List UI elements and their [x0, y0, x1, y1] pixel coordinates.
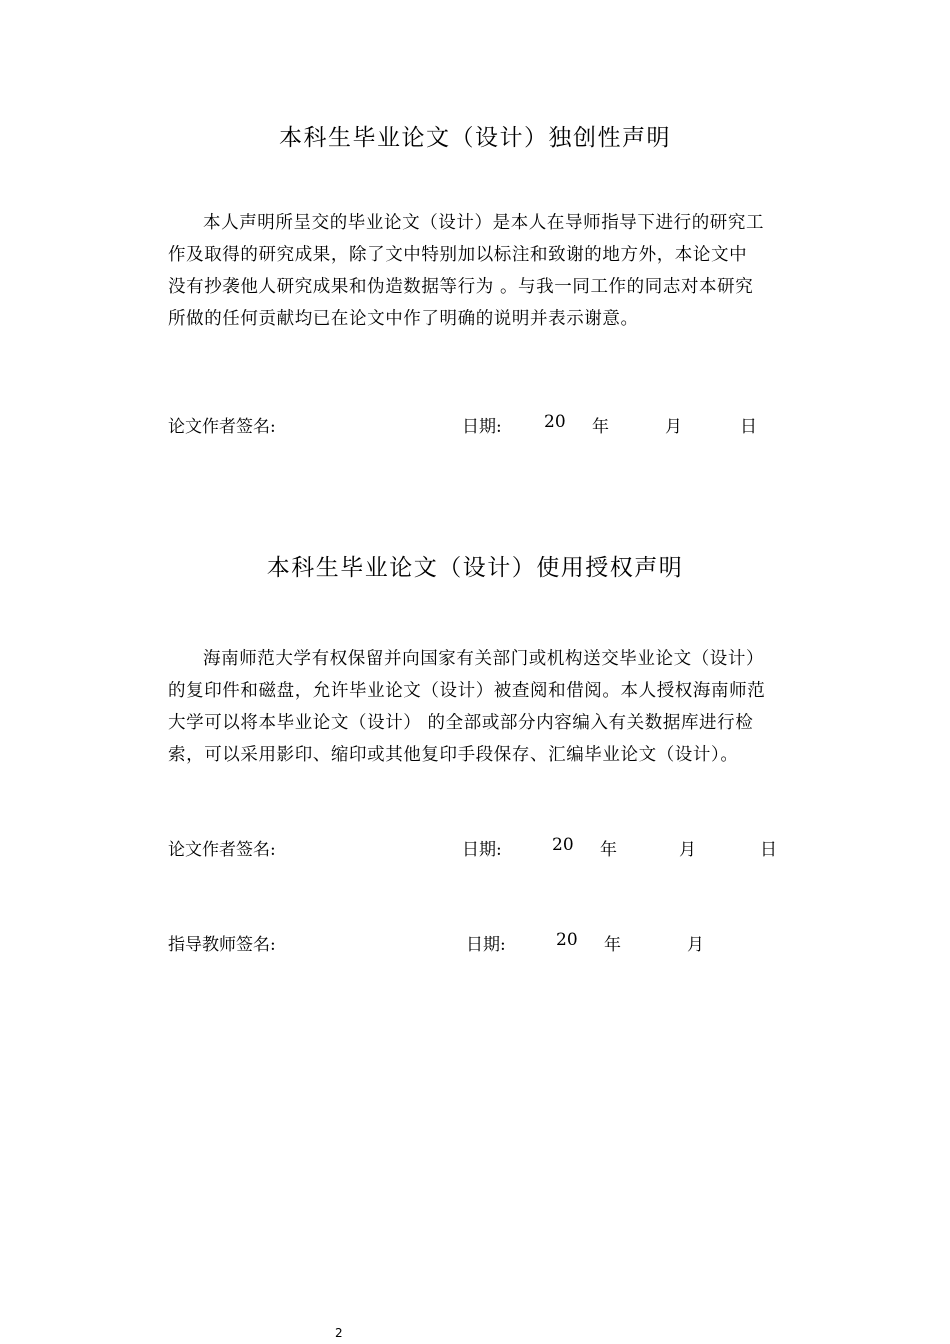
month-label: 月 — [687, 935, 704, 955]
paragraph-line: 海南师范大学有权保留并向国家有关部门或机构送交毕业论文（设计） — [203, 649, 765, 669]
month-label: 月 — [665, 417, 682, 437]
year-label: 年 — [592, 417, 609, 437]
authorization-title: 本科生毕业论文（设计）使用授权声明 — [266, 555, 684, 581]
paragraph-line: 没有抄袭他人研究成果和伪造数据等行为 。与我一同工作的同志对本研究 — [168, 277, 754, 297]
year-label: 年 — [604, 935, 621, 955]
month-label: 月 — [679, 840, 696, 860]
paragraph-line: 本人声明所呈交的毕业论文（设计）是本人在导师指导下进行的研究工 — [203, 213, 765, 233]
originality-title: 本科生毕业论文（设计）独创性声明 — [279, 125, 671, 151]
date-label: 日期: — [466, 935, 506, 955]
year-prefix: 20 — [552, 835, 574, 855]
paragraph-line: 的复印件和磁盘，允许毕业论文（设计）被查阅和借阅。本人授权海南师范 — [168, 681, 766, 701]
advisor-signature-label: 指导教师签名: — [168, 935, 276, 955]
year-prefix: 20 — [544, 412, 566, 432]
paragraph-line: 大学可以将本毕业论文（设计） 的全部或部分内容编入有关数据库进行检 — [168, 713, 754, 733]
paragraph-line: 作及取得的研究成果，除了文中特别加以标注和致谢的地方外，本论文中 — [168, 245, 748, 265]
day-label: 日 — [740, 417, 757, 437]
date-label: 日期: — [462, 417, 502, 437]
day-label: 日 — [760, 840, 777, 860]
page-number: 2 — [335, 1326, 343, 1340]
year-label: 年 — [600, 840, 617, 860]
paragraph-line: 索，可以采用影印、缩印或其他复印手段保存、汇编毕业论文（设计）。 — [168, 745, 739, 765]
paragraph-line: 所做的任何贡献均已在论文中作了明确的说明并表示谢意。 — [168, 309, 639, 329]
author-signature-label: 论文作者签名: — [168, 417, 276, 437]
author-signature-label: 论文作者签名: — [168, 840, 276, 860]
authorization-paragraph — [168, 643, 808, 771]
year-prefix: 20 — [556, 930, 578, 950]
date-label: 日期: — [462, 840, 502, 860]
originality-paragraph — [168, 207, 808, 335]
